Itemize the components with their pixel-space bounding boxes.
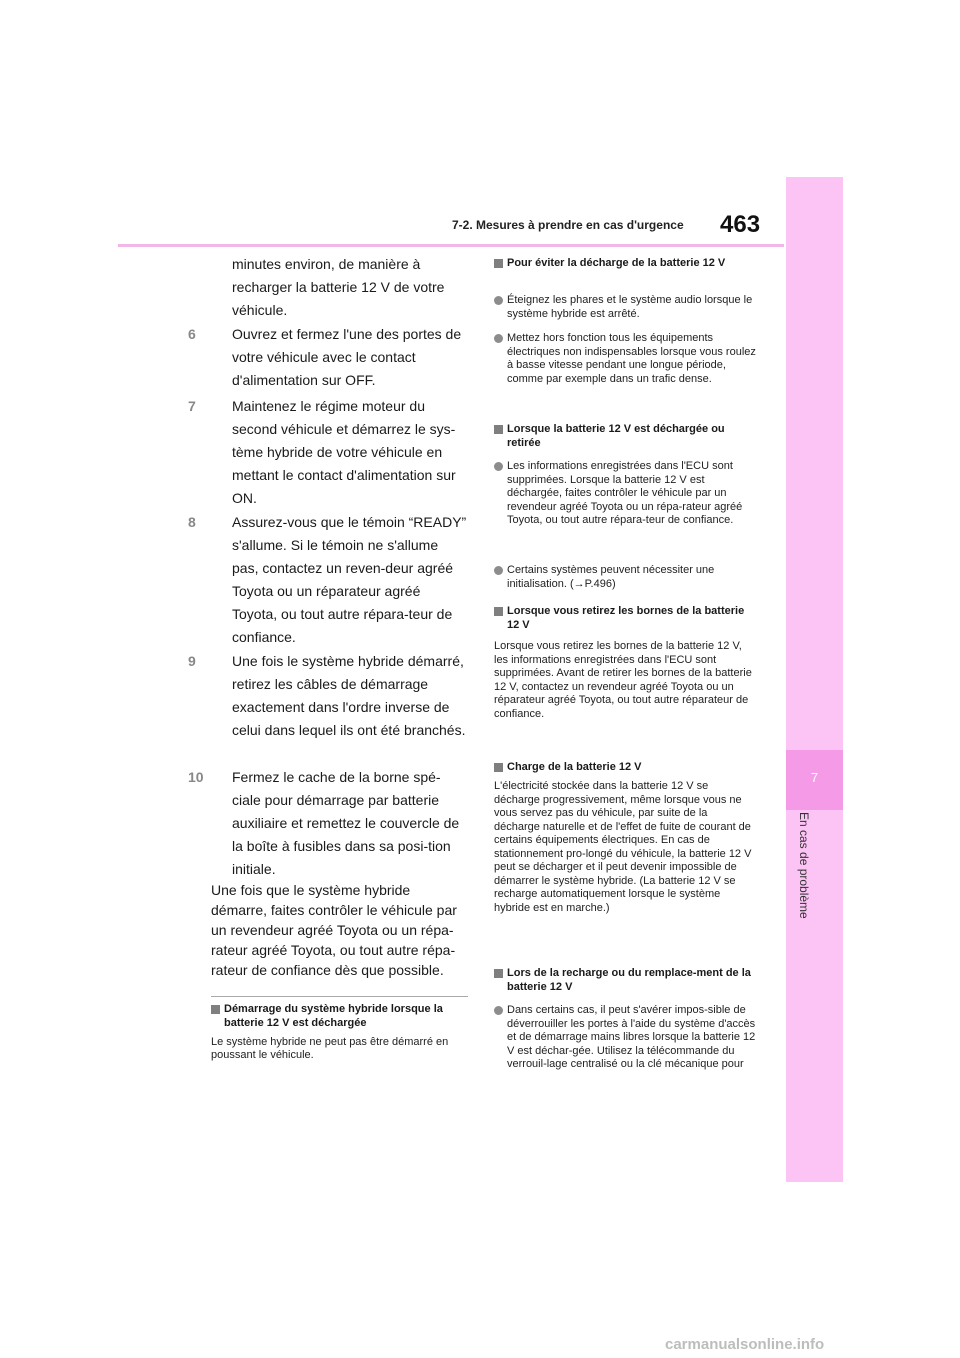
step-8 [188,511,467,649]
note-heading-text: Démarrage du système hybride lorsque la batterie 12 V est déchargée [224,1003,443,1029]
note-divider [211,996,468,997]
circle-bullet-icon [494,566,503,575]
square-bullet-icon [494,763,503,772]
bullet-text: Mettez hors fonction tous les équipements électriques non indispensables lorsque vous roulez à basse vitesse pendant une longue période, comme par exemple dans un trafic dense. [507,332,756,385]
heading-text: Pour éviter la décharge de la batterie 12 V [507,257,726,269]
step-9 [188,650,467,742]
paragraph: Lorsque vous retirez les bornes de la batterie 12 V, les informations enregistrées dans l'ECU sont supprimées. Avant de retirer les bornes de la batterie 12 V, contactez un revendeur agréé Toyota ou un réparateur agréé Toyota, ou tout autre réparateur de confiance. [494,640,752,720]
circle-bullet-icon [494,296,503,305]
heading-discharged-removed [494,422,756,450]
step-text: Fermez le cache de la borne spé-ciale pour démarrage par batterie auxiliaire et remettez le couvercle de la boîte à fusibles dans sa posi-tion initiale. [232,769,460,877]
step-text: Maintenez le régime moteur du second véhicule et démarrez le sys-tème hybride de votre véhicule en mettant le contact d'alimentation sur ON. [232,398,456,506]
step-text: Assurez-vous que le témoin “READY” s'allume. Si le témoin ne s'allume pas, contactez un reven-deur agréé Toyota ou un réparateur agréé Toyota, ou tout autre répara-teur de confiance. [232,514,467,645]
heading-avoid-discharge [494,256,756,270]
square-bullet-icon [494,259,503,268]
watermark: carmanualsonline.info [665,1336,825,1353]
step-10 [188,766,467,881]
circle-bullet-icon [494,334,503,343]
square-bullet-icon [211,1005,220,1014]
step-number: 6 [188,326,196,342]
bullet-item [494,1004,756,1072]
step-6 [188,323,467,392]
chapter-title: En cas de problème [797,812,811,919]
step-5-continued [211,253,467,322]
note-heading [211,1002,468,1030]
step-text: Une fois le système hybride démarré, retirez les câbles de démarrage exactement dans l'ordre inverse de celui dans lequel ils ont été branchés. [232,653,466,738]
bullet-text: Certains systèmes peuvent nécessiter une initialisation. (→P.496) [507,564,715,590]
bullet-text: Éteignez les phares et le système audio lorsque le système hybride est arrêté. [507,294,753,320]
note-body: Le système hybride ne peut pas être démarré en poussant le véhicule. [211,1036,449,1061]
step-7 [188,395,467,510]
circle-bullet-icon [494,1006,503,1015]
paragraph: L'électricité stockée dans la batterie 12 V se décharge progressivement, même lorsque vous ne vous servez pas du véhicule, par suite de la décharge naturelle et de l'effet de fuite de courant de certains équipements électriques. En cas de stationnement pro-longé du véhicule, la batterie 12 V peut se décharger et il peut devenir impossible de démarrer le système hybride. (La batterie 12 V se recharge automatiquement lorsque le système hybride est en marche.) [494,780,752,914]
heading-charge [494,760,756,774]
step-number: 9 [188,653,196,669]
bullet-item [494,564,756,591]
section-title: 7-2. Mesures à prendre en cas d'urgence [452,218,684,232]
bullet-item [494,332,756,386]
bullet-item [494,294,756,321]
step-text: minutes environ, de manière à recharger la batterie 12 V de votre véhicule. [232,256,445,318]
circle-bullet-icon [494,462,503,471]
heading-removing-terminals [494,604,756,632]
closing-paragraph: Une fois que le système hybride démarre, faites contrôler le véhicule par un revendeur agréé Toyota ou un répa-rateur agréé Toyota, ou tout autre répa-rateur de confiance dès que possible. [211,882,457,978]
heading-text: Lorsque vous retirez les bornes de la batterie 12 V [507,605,745,631]
heading-text: Lors de la recharge ou du remplace-ment de la batterie 12 V [507,967,751,993]
chapter-side-tab [786,177,843,1182]
header-rule [118,244,784,247]
heading-recharge-replace [494,966,756,994]
step-number: 8 [188,514,196,530]
square-bullet-icon [494,425,503,434]
step-number: 10 [188,769,204,785]
bullet-text: Les informations enregistrées dans l'ECU sont supprimées. Lorsque la batterie 12 V est déchargée, faites contrôler le véhicule par un revendeur agréé Toyota ou un répa-rateur agréé Toyota, ou tout autre répara-teur de confiance. [507,460,743,526]
square-bullet-icon [494,607,503,616]
bullet-item [494,460,756,528]
heading-text: Lorsque la batterie 12 V est déchargée ou retirée [507,423,725,449]
heading-text: Charge de la batterie 12 V [507,761,642,773]
step-text: Ouvrez et fermez l'une des portes de votre véhicule avec le contact d'alimentation sur OFF. [232,326,462,388]
square-bullet-icon [494,969,503,978]
chapter-number: 7 [810,770,819,785]
bullet-text: Dans certains cas, il peut s'avérer impos-sible de déverrouiller les portes à l'aide du système d'accès et de démarrage mains libres lorsque la batterie 12 V est déchar-gée. Utilisez la télécommande du verrouil-lage centralisé ou la clé mécanique pour [507,1004,756,1070]
step-number: 7 [188,398,196,414]
page-number: 463 [720,211,761,238]
